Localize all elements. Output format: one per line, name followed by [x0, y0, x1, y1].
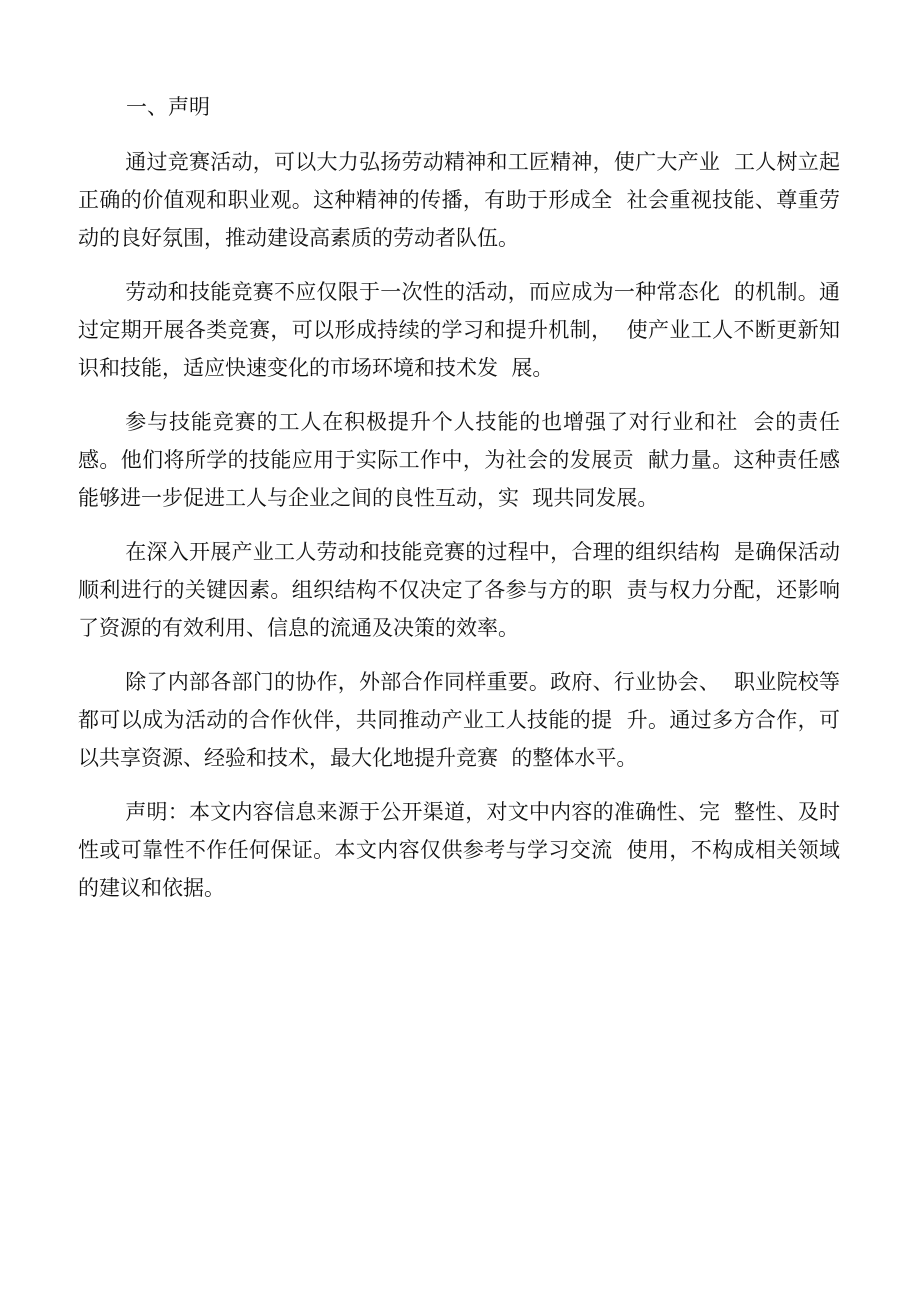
paragraph-4: 在深入开展产业工人劳动和技能竞赛的过程中，合理的组织结构 是确保活动顺利进行的关键因素。组织结构不仅决定了各参与方的职 责与权力分配，还影响了资源的有效利用、信息的流通及决策的效率。	[78, 540, 840, 640]
disclaimer-paragraph: 声明：本文内容信息来源于公开渠道，对文中内容的准确性、完 整性、及时性或可靠性不作任何保证。本文内容仅供参考与学习交流 使用，不构成相关领域的建议和依据。	[78, 800, 840, 900]
paragraph-5: 除了内部各部门的协作，外部合作同样重要。政府、行业协会、 职业院校等都可以成为活动的合作伙伴，共同推动产业工人技能的提 升。通过多方合作，可以共享资源、经验和技术，最大化地提升竞赛 的整体水平。	[78, 670, 840, 770]
paragraph-3: 参与技能竞赛的工人在积极提升个人技能的也增强了对行业和社 会的责任感。他们将所学的技能应用于实际工作中，为社会的发展贡 献力量。这种责任感能够进一步促进工人与企业之间的良性互动，实 现共同发展。	[78, 410, 840, 510]
paragraph-2: 劳动和技能竞赛不应仅限于一次性的活动，而应成为一种常态化 的机制。通过定期开展各类竞赛，可以形成持续的学习和提升机制， 使产业工人不断更新知识和技能，适应快速变化的市场环境和技术发 展。	[78, 280, 840, 380]
section-heading: 一、声明	[126, 95, 210, 119]
document-body	[78, 88, 840, 923]
paragraph-1: 通过竞赛活动，可以大力弘扬劳动精神和工匠精神，使广大产业 工人树立起正确的价值观和职业观。这种精神的传播，有助于形成全 社会重视技能、尊重劳动的良好氛围，推动建设高素质的劳动者队伍。	[78, 150, 840, 250]
